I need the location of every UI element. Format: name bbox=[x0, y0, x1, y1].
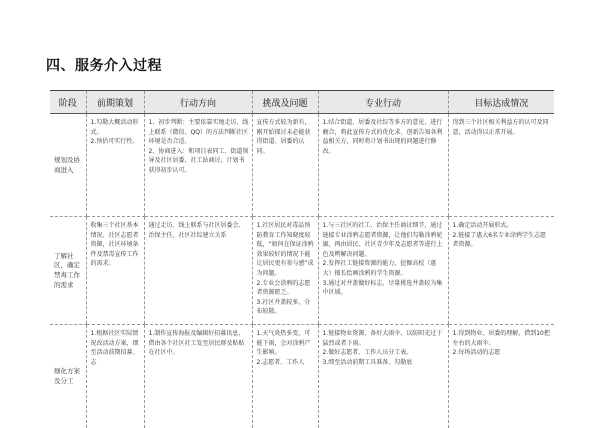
cell-stage: 规划及协商进入 bbox=[50, 114, 86, 217]
cell-line: 2、协商进入：和项目表同工、街道领导及社区居委、社工站商讨，计划书获得初步认可。 bbox=[149, 147, 249, 176]
cell-line: 1.得到物业、居委的理解，借到10把左右的大雨伞。 bbox=[453, 329, 552, 348]
cell-line: 2.预估可实行性。 bbox=[91, 137, 141, 147]
cell-line: 2.发挥社工链接资源的能力，挖掘高校（惠大）擅长绘画涂鸦的学生资源。 bbox=[323, 259, 445, 278]
header-direction: 行动方向 bbox=[144, 91, 252, 114]
cell-goal bbox=[448, 325, 554, 428]
cell-line: 2.链接了惠大6名专业涂鸦学生志愿者资源。 bbox=[453, 231, 552, 250]
cell-line: 1.确定活动开展形式。 bbox=[453, 221, 552, 231]
header-stage: 阶段 bbox=[50, 91, 86, 114]
table-row bbox=[50, 325, 554, 428]
cell-challenge bbox=[252, 114, 318, 217]
cell-line: 3.社区井盖较多，分布较散。 bbox=[257, 298, 315, 317]
cell-line: 1、初步判断：主要依靠实地走访、线上联系（微信、QQ）的方法判断社区环境是否合适。 bbox=[149, 118, 249, 147]
cell-line: 1.结合街道、居委及社综等多方的意见，进行磨合，将此宣传方式的优化求、创新告知各利益相关方，同时将计划书出现的问题进行修改。 bbox=[323, 118, 445, 156]
cell-action bbox=[318, 114, 448, 217]
cell-line: 1.与三社区的社工、治保主任商讨细节，通过链接专业涂鸦志愿者资源，让他们勾勒涂鸦轮廓，再由居民、社区青少年及志愿者等进行上色及辨解决问题。 bbox=[323, 221, 445, 259]
header-action: 专业行动 bbox=[318, 91, 448, 114]
header-challenge: 挑战及问题 bbox=[252, 91, 318, 114]
cell-line: 收集三个社区基本情况、社区志愿者资源，社区环境条件及禁毒宣传工作的需求。 bbox=[91, 221, 141, 269]
cell-line: 2.做好志愿者、工作人员分工表。 bbox=[323, 348, 445, 358]
service-process-table bbox=[50, 90, 554, 428]
cell-action bbox=[318, 325, 448, 428]
section-title: 四、服务介入过程 bbox=[46, 55, 162, 75]
cell-challenge bbox=[252, 325, 318, 428]
cell-challenge bbox=[252, 217, 318, 325]
cell-plan bbox=[86, 114, 144, 217]
table-row bbox=[50, 217, 554, 325]
cell-line: 通过走访、线上联系与社区居委会、治保主任、社区社综建立关系 bbox=[149, 221, 249, 240]
cell-plan bbox=[86, 217, 144, 325]
header-goal: 目标达成情况 bbox=[448, 91, 554, 114]
cell-line: 1.链接物业资源，备好大雨伞，以防阳光过于猛烈或者下雨。 bbox=[323, 329, 445, 348]
cell-line: 3.通过对井盖做好标志，尽量挑选井盖较为集中区域。 bbox=[323, 279, 445, 298]
cell-direction bbox=[144, 325, 252, 428]
cell-line: 得到三个社区相关利益方的认可及同意，活动得以正常开展。 bbox=[453, 118, 552, 137]
cell-goal bbox=[448, 217, 554, 325]
table-header-row bbox=[50, 91, 554, 114]
cell-stage: 细化方案及分工 bbox=[50, 325, 86, 428]
cell-line: 2.每场活动的志愿 bbox=[453, 348, 552, 358]
cell-line: 3.细至活动前期工具准备、勾勒底 bbox=[323, 358, 445, 368]
cell-plan bbox=[86, 325, 144, 428]
cell-line: 2.专业会涂鸦的志愿者资源匮乏。 bbox=[257, 279, 315, 298]
cell-direction bbox=[144, 217, 252, 325]
cell-stage: 了解社区，确定禁毒工作的需求 bbox=[50, 217, 86, 325]
header-plan: 前期策划 bbox=[86, 91, 144, 114]
cell-line: 1.根据社区实际情况改活动方案，细至活动前期招募、志 bbox=[91, 329, 141, 367]
cell-line: 宣传方式较为新有，刚开始探讨未必能获得街道、居委的认同。 bbox=[257, 118, 315, 156]
cell-action bbox=[318, 217, 448, 325]
cell-line: 1.天气炎热多变，可能下雨，会对涂鸦产生影响。 bbox=[257, 329, 315, 358]
cell-line: 1.制作宣传海报及编辑好招募讯息，借由各个社区社工发至居民群及贴贴在社区中。 bbox=[149, 329, 249, 358]
cell-line: 1.勾勒大概活动形式。 bbox=[91, 118, 141, 137]
cell-line: 1.社区居民对毒品预防教育工作知晓度较低，“如何在保证涂鸦效果较好的情况下能让居民更有参与感”成为问题。 bbox=[257, 221, 315, 279]
cell-direction bbox=[144, 114, 252, 217]
cell-line: 2.志愿者、工作人 bbox=[257, 358, 315, 368]
cell-goal bbox=[448, 114, 554, 217]
table-row bbox=[50, 114, 554, 217]
